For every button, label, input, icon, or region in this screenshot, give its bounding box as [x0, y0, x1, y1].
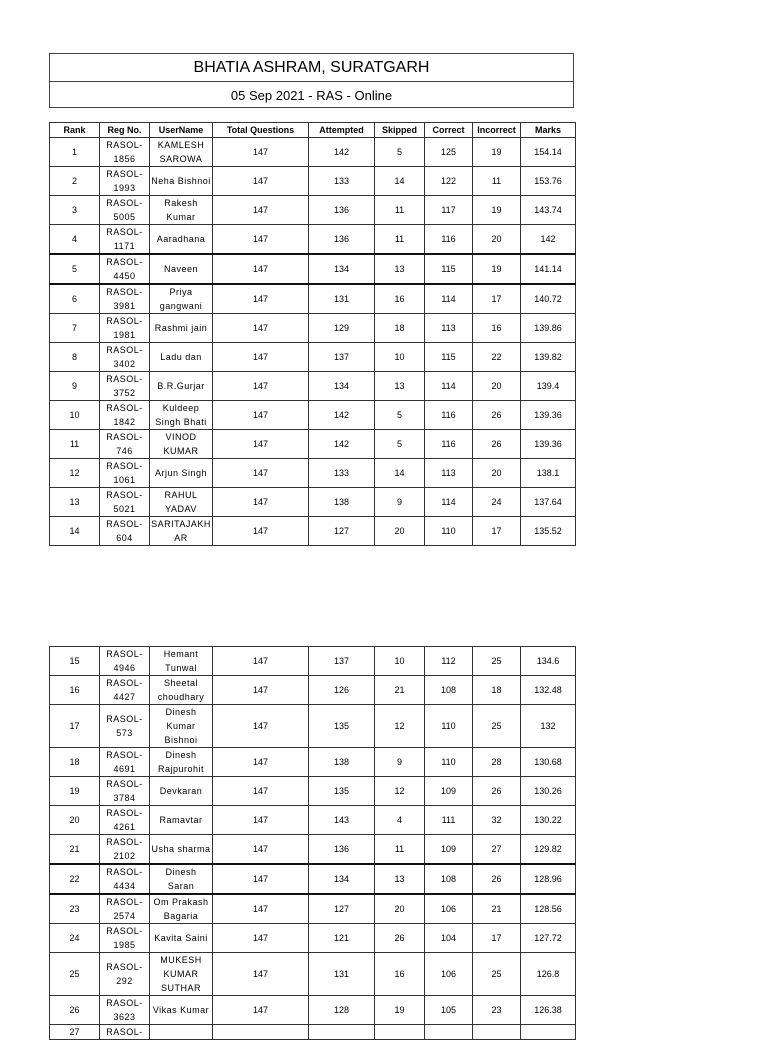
username-cell: B.R.Gurjar	[150, 372, 213, 401]
marks-cell: 139.36	[521, 430, 576, 459]
marks-cell: 135.52	[521, 517, 576, 546]
skipped-cell: 18	[375, 314, 425, 343]
reg-no-cell: RASOL-5021	[100, 488, 150, 517]
total-questions-cell: 147	[213, 517, 309, 546]
username-cell: Rakesh Kumar	[150, 196, 213, 225]
total-questions-cell: 147	[213, 488, 309, 517]
correct-cell: 108	[425, 864, 473, 894]
incorrect-cell: 25	[473, 953, 521, 996]
table-row	[50, 996, 576, 1025]
marks-cell: 138.1	[521, 459, 576, 488]
username-cell: Kavita Saini	[150, 924, 213, 953]
skipped-cell: 16	[375, 284, 425, 314]
username-cell: MUKESH KUMAR SUTHAR	[150, 953, 213, 996]
incorrect-cell: 25	[473, 647, 521, 676]
marks-cell: 132.48	[521, 676, 576, 705]
table-row	[50, 138, 576, 167]
username-cell: Priya gangwani	[150, 284, 213, 314]
correct-cell: 115	[425, 254, 473, 284]
incorrect-cell: 22	[473, 343, 521, 372]
correct-cell: 109	[425, 777, 473, 806]
reg-no-cell: RASOL-1842	[100, 401, 150, 430]
rank-cell: 11	[50, 430, 100, 459]
rank-cell: 16	[50, 676, 100, 705]
rank-cell: 15	[50, 647, 100, 676]
rank-cell: 2	[50, 167, 100, 196]
skipped-cell: 12	[375, 705, 425, 748]
attempted-cell: 135	[309, 777, 375, 806]
rank-cell: 19	[50, 777, 100, 806]
attempted-cell: 129	[309, 314, 375, 343]
total-questions-cell	[213, 1025, 309, 1040]
username-cell: Sheetal choudhary	[150, 676, 213, 705]
rank-cell: 6	[50, 284, 100, 314]
marks-cell: 153.76	[521, 167, 576, 196]
skipped-cell: 13	[375, 254, 425, 284]
rank-cell: 17	[50, 705, 100, 748]
correct-cell: 114	[425, 372, 473, 401]
col-header-skipped: Skipped	[375, 123, 425, 138]
table-row	[50, 343, 576, 372]
incorrect-cell: 20	[473, 372, 521, 401]
marks-cell: 130.22	[521, 806, 576, 835]
reg-no-cell: RASOL-3402	[100, 343, 150, 372]
skipped-cell: 13	[375, 864, 425, 894]
total-questions-cell: 147	[213, 953, 309, 996]
marks-cell: 128.56	[521, 894, 576, 924]
skipped-cell: 13	[375, 372, 425, 401]
username-cell	[150, 1025, 213, 1040]
skipped-cell: 11	[375, 835, 425, 865]
attempted-cell: 136	[309, 225, 375, 255]
username-cell: Neha Bishnoi	[150, 167, 213, 196]
reg-no-cell: RASOL-1993	[100, 167, 150, 196]
skipped-cell: 9	[375, 748, 425, 777]
attempted-cell: 133	[309, 459, 375, 488]
skipped-cell: 5	[375, 401, 425, 430]
username-cell: Vikas Kumar	[150, 996, 213, 1025]
marks-cell: 139.36	[521, 401, 576, 430]
marks-cell: 132	[521, 705, 576, 748]
rank-cell: 10	[50, 401, 100, 430]
attempted-cell: 135	[309, 705, 375, 748]
total-questions-cell: 147	[213, 225, 309, 255]
attempted-cell: 131	[309, 284, 375, 314]
rank-cell: 27	[50, 1025, 100, 1040]
table-row	[50, 647, 576, 676]
correct-cell: 117	[425, 196, 473, 225]
total-questions-cell: 147	[213, 748, 309, 777]
incorrect-cell: 28	[473, 748, 521, 777]
reg-no-cell: RASOL-4691	[100, 748, 150, 777]
table-row	[50, 254, 576, 284]
attempted-cell: 142	[309, 430, 375, 459]
attempted-cell: 138	[309, 748, 375, 777]
username-cell: Hemant Tunwal	[150, 647, 213, 676]
incorrect-cell: 20	[473, 459, 521, 488]
rank-cell: 4	[50, 225, 100, 255]
col-header-total-questions: Total Questions	[213, 123, 309, 138]
rank-cell: 25	[50, 953, 100, 996]
reg-no-cell: RASOL-1061	[100, 459, 150, 488]
total-questions-cell: 147	[213, 430, 309, 459]
reg-no-cell: RASOL-4434	[100, 864, 150, 894]
results-table-1	[49, 122, 576, 546]
marks-cell: 142	[521, 225, 576, 255]
correct-cell: 114	[425, 488, 473, 517]
table-row	[50, 864, 576, 894]
incorrect-cell: 23	[473, 996, 521, 1025]
total-questions-cell: 147	[213, 167, 309, 196]
username-cell: Ladu dan	[150, 343, 213, 372]
incorrect-cell: 19	[473, 196, 521, 225]
incorrect-cell: 25	[473, 705, 521, 748]
correct-cell: 112	[425, 647, 473, 676]
username-cell: Kuldeep Singh Bhati	[150, 401, 213, 430]
username-cell: Om Prakash Bagaria	[150, 894, 213, 924]
document-title: BHATIA ASHRAM, SURATGARH	[50, 54, 573, 82]
correct-cell: 106	[425, 953, 473, 996]
username-cell: Aaradhana	[150, 225, 213, 255]
table-row	[50, 806, 576, 835]
attempted-cell: 137	[309, 343, 375, 372]
reg-no-cell: RASOL-3623	[100, 996, 150, 1025]
incorrect-cell: 27	[473, 835, 521, 865]
marks-cell: 141.14	[521, 254, 576, 284]
rank-cell: 1	[50, 138, 100, 167]
username-cell: Naveen	[150, 254, 213, 284]
username-cell: KAMLESH SAROWA	[150, 138, 213, 167]
incorrect-cell: 26	[473, 777, 521, 806]
skipped-cell: 11	[375, 225, 425, 255]
attempted-cell: 142	[309, 401, 375, 430]
total-questions-cell: 147	[213, 254, 309, 284]
reg-no-cell: RASOL-292	[100, 953, 150, 996]
username-cell: VINOD KUMAR	[150, 430, 213, 459]
attempted-cell: 121	[309, 924, 375, 953]
skipped-cell: 5	[375, 138, 425, 167]
marks-cell: 127.72	[521, 924, 576, 953]
incorrect-cell: 19	[473, 138, 521, 167]
reg-no-cell: RASOL-1171	[100, 225, 150, 255]
table-row	[50, 517, 576, 546]
table-row	[50, 488, 576, 517]
skipped-cell: 12	[375, 777, 425, 806]
reg-no-cell: RASOL-573	[100, 705, 150, 748]
total-questions-cell: 147	[213, 924, 309, 953]
username-cell: Devkaran	[150, 777, 213, 806]
skipped-cell: 9	[375, 488, 425, 517]
attempted-cell: 136	[309, 196, 375, 225]
col-header-correct: Correct	[425, 123, 473, 138]
reg-no-cell: RASOL-4450	[100, 254, 150, 284]
skipped-cell: 20	[375, 517, 425, 546]
total-questions-cell: 147	[213, 196, 309, 225]
reg-no-cell: RASOL-3784	[100, 777, 150, 806]
correct-cell: 113	[425, 459, 473, 488]
attempted-cell: 128	[309, 996, 375, 1025]
table-row	[50, 953, 576, 996]
incorrect-cell: 17	[473, 284, 521, 314]
skipped-cell: 10	[375, 343, 425, 372]
skipped-cell: 21	[375, 676, 425, 705]
rank-cell: 24	[50, 924, 100, 953]
total-questions-cell: 147	[213, 372, 309, 401]
incorrect-cell: 17	[473, 924, 521, 953]
rank-cell: 20	[50, 806, 100, 835]
skipped-cell: 19	[375, 996, 425, 1025]
col-header-marks: Marks	[521, 123, 576, 138]
reg-no-cell: RASOL-4946	[100, 647, 150, 676]
marks-cell: 140.72	[521, 284, 576, 314]
incorrect-cell: 26	[473, 430, 521, 459]
incorrect-cell: 18	[473, 676, 521, 705]
correct-cell: 116	[425, 401, 473, 430]
marks-cell: 129.82	[521, 835, 576, 865]
rank-cell: 3	[50, 196, 100, 225]
attempted-cell: 127	[309, 894, 375, 924]
total-questions-cell: 147	[213, 647, 309, 676]
total-questions-cell: 147	[213, 777, 309, 806]
total-questions-cell: 147	[213, 314, 309, 343]
correct-cell: 105	[425, 996, 473, 1025]
skipped-cell: 4	[375, 806, 425, 835]
username-cell: Ramavtar	[150, 806, 213, 835]
username-cell: Dinesh Kumar Bishnoi	[150, 705, 213, 748]
reg-no-cell: RASOL-746	[100, 430, 150, 459]
attempted-cell: 136	[309, 835, 375, 865]
total-questions-cell: 147	[213, 705, 309, 748]
rank-cell: 21	[50, 835, 100, 865]
reg-no-cell: RASOL-4427	[100, 676, 150, 705]
correct-cell: 116	[425, 430, 473, 459]
title-box	[49, 53, 574, 108]
reg-no-cell: RASOL-	[100, 1025, 150, 1040]
marks-cell: 139.4	[521, 372, 576, 401]
skipped-cell	[375, 1025, 425, 1040]
attempted-cell: 143	[309, 806, 375, 835]
col-header-reg-no: Reg No.	[100, 123, 150, 138]
total-questions-cell: 147	[213, 138, 309, 167]
attempted-cell: 134	[309, 864, 375, 894]
correct-cell: 110	[425, 705, 473, 748]
attempted-cell: 133	[309, 167, 375, 196]
table-row	[50, 835, 576, 865]
correct-cell: 104	[425, 924, 473, 953]
correct-cell: 116	[425, 225, 473, 255]
table-row	[50, 225, 576, 255]
incorrect-cell: 32	[473, 806, 521, 835]
attempted-cell: 127	[309, 517, 375, 546]
col-header-rank: Rank	[50, 123, 100, 138]
reg-no-cell: RASOL-1856	[100, 138, 150, 167]
marks-cell: 139.86	[521, 314, 576, 343]
total-questions-cell: 147	[213, 401, 309, 430]
total-questions-cell: 147	[213, 676, 309, 705]
total-questions-cell: 147	[213, 996, 309, 1025]
total-questions-cell: 147	[213, 894, 309, 924]
rank-cell: 23	[50, 894, 100, 924]
rank-cell: 14	[50, 517, 100, 546]
table-row	[50, 459, 576, 488]
attempted-cell: 134	[309, 372, 375, 401]
incorrect-cell: 26	[473, 864, 521, 894]
reg-no-cell: RASOL-4261	[100, 806, 150, 835]
reg-no-cell: RASOL-3981	[100, 284, 150, 314]
correct-cell: 108	[425, 676, 473, 705]
incorrect-cell: 11	[473, 167, 521, 196]
marks-cell: 128.96	[521, 864, 576, 894]
skipped-cell: 20	[375, 894, 425, 924]
rank-cell: 18	[50, 748, 100, 777]
correct-cell: 106	[425, 894, 473, 924]
correct-cell: 113	[425, 314, 473, 343]
marks-cell: 130.26	[521, 777, 576, 806]
document-subtitle: 05 Sep 2021 - RAS - Online	[230, 87, 393, 103]
skipped-cell: 16	[375, 953, 425, 996]
incorrect-cell: 26	[473, 401, 521, 430]
incorrect-cell	[473, 1025, 521, 1040]
skipped-cell: 14	[375, 167, 425, 196]
total-questions-cell: 147	[213, 284, 309, 314]
username-cell: RAHUL YADAV	[150, 488, 213, 517]
reg-no-cell: RASOL-5005	[100, 196, 150, 225]
attempted-cell: 138	[309, 488, 375, 517]
total-questions-cell: 147	[213, 864, 309, 894]
attempted-cell: 131	[309, 953, 375, 996]
incorrect-cell: 20	[473, 225, 521, 255]
incorrect-cell: 24	[473, 488, 521, 517]
rank-cell: 8	[50, 343, 100, 372]
table-header-row	[50, 123, 576, 138]
incorrect-cell: 21	[473, 894, 521, 924]
col-header-username: UserName	[150, 123, 213, 138]
marks-cell: 126.8	[521, 953, 576, 996]
table-row	[50, 430, 576, 459]
username-cell: Usha sharma	[150, 835, 213, 865]
skipped-cell: 5	[375, 430, 425, 459]
total-questions-cell: 147	[213, 343, 309, 372]
table-row	[50, 372, 576, 401]
incorrect-cell: 16	[473, 314, 521, 343]
table-row	[50, 705, 576, 748]
skipped-cell: 11	[375, 196, 425, 225]
total-questions-cell: 147	[213, 835, 309, 865]
reg-no-cell: RASOL-2574	[100, 894, 150, 924]
reg-no-cell: RASOL-604	[100, 517, 150, 546]
attempted-cell: 142	[309, 138, 375, 167]
correct-cell: 125	[425, 138, 473, 167]
total-questions-cell: 147	[213, 459, 309, 488]
rank-cell: 22	[50, 864, 100, 894]
reg-no-cell: RASOL-1985	[100, 924, 150, 953]
reg-no-cell: RASOL-1981	[100, 314, 150, 343]
table-row	[50, 894, 576, 924]
table-row	[50, 284, 576, 314]
correct-cell: 109	[425, 835, 473, 865]
username-cell: Arjun Singh	[150, 459, 213, 488]
skipped-cell: 10	[375, 647, 425, 676]
correct-cell	[425, 1025, 473, 1040]
correct-cell: 122	[425, 167, 473, 196]
attempted-cell	[309, 1025, 375, 1040]
rank-cell: 13	[50, 488, 100, 517]
rank-cell: 9	[50, 372, 100, 401]
marks-cell: 130.68	[521, 748, 576, 777]
rank-cell: 26	[50, 996, 100, 1025]
marks-cell: 139.82	[521, 343, 576, 372]
username-cell: Dinesh Rajpurohit	[150, 748, 213, 777]
reg-no-cell: RASOL-2102	[100, 835, 150, 865]
table-row	[50, 1025, 576, 1040]
total-questions-cell: 147	[213, 806, 309, 835]
username-cell: Dinesh Saran	[150, 864, 213, 894]
incorrect-cell: 17	[473, 517, 521, 546]
table-row	[50, 748, 576, 777]
correct-cell: 110	[425, 748, 473, 777]
attempted-cell: 134	[309, 254, 375, 284]
marks-cell: 137.64	[521, 488, 576, 517]
marks-cell: 134.6	[521, 647, 576, 676]
rank-cell: 7	[50, 314, 100, 343]
col-header-attempted: Attempted	[309, 123, 375, 138]
correct-cell: 115	[425, 343, 473, 372]
skipped-cell: 26	[375, 924, 425, 953]
rank-cell: 12	[50, 459, 100, 488]
marks-cell	[521, 1025, 576, 1040]
table-row	[50, 777, 576, 806]
marks-cell: 143.74	[521, 196, 576, 225]
table-row	[50, 314, 576, 343]
col-header-incorrect: Incorrect	[473, 123, 521, 138]
incorrect-cell: 19	[473, 254, 521, 284]
attempted-cell: 137	[309, 647, 375, 676]
username-cell: Rashmi jain	[150, 314, 213, 343]
marks-cell: 126.38	[521, 996, 576, 1025]
skipped-cell: 14	[375, 459, 425, 488]
table-row	[50, 196, 576, 225]
table-row	[50, 401, 576, 430]
table-row	[50, 167, 576, 196]
correct-cell: 111	[425, 806, 473, 835]
rank-cell: 5	[50, 254, 100, 284]
attempted-cell: 126	[309, 676, 375, 705]
correct-cell: 114	[425, 284, 473, 314]
username-cell: SARITAJAKHAR	[150, 517, 213, 546]
reg-no-cell: RASOL-3752	[100, 372, 150, 401]
correct-cell: 110	[425, 517, 473, 546]
table-row	[50, 924, 576, 953]
table-row	[50, 676, 576, 705]
results-table-2	[49, 646, 576, 1040]
marks-cell: 154.14	[521, 138, 576, 167]
